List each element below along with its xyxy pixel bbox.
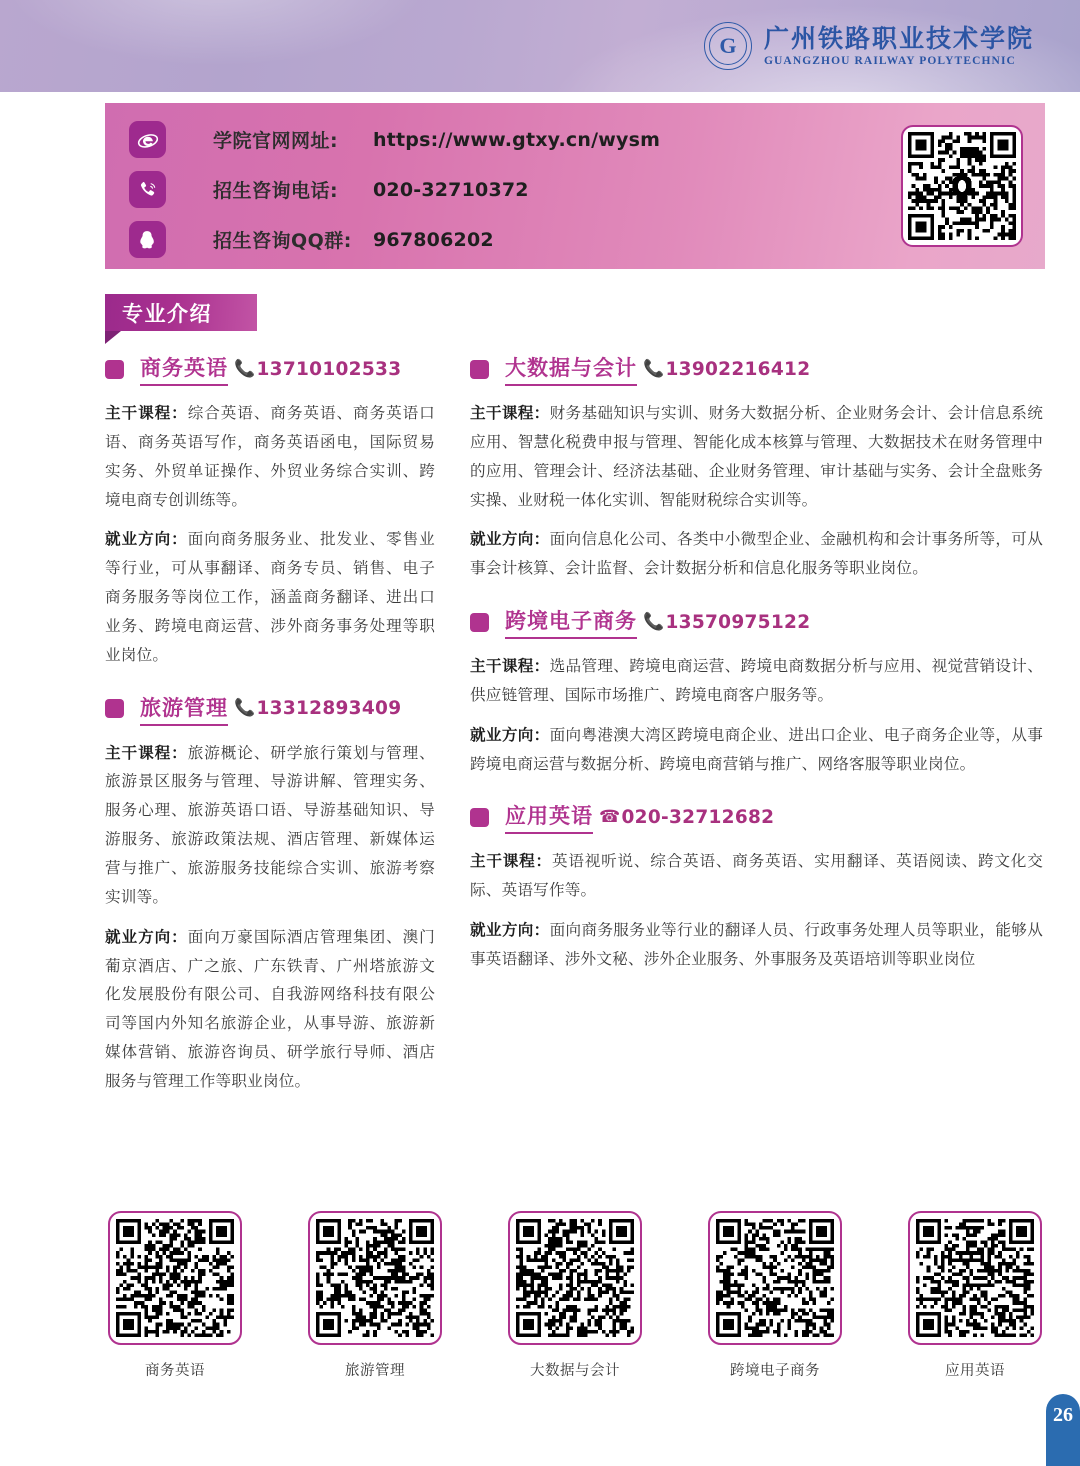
major-header	[470, 605, 1043, 639]
qr-applied-english[interactable]	[905, 1211, 1045, 1380]
qr-caption: 跨境电子商务	[730, 1363, 820, 1379]
courses-label: 主干课程：	[105, 743, 188, 762]
qr-image	[316, 1219, 434, 1337]
courses-text: 选品管理、跨境电商运营、跨境电商数据分析与应用、视觉营销设计、供应链管理、国际市场推广、跨境电商客户服务等。	[470, 657, 1043, 704]
major-name: 应用英语	[505, 800, 593, 834]
major-jobs	[470, 916, 1043, 974]
qr-box	[108, 1211, 242, 1345]
logo-name-cn: 广州铁路职业技术学院	[763, 23, 1034, 53]
seal-logo-icon	[704, 22, 752, 70]
courses-text: 综合英语、商务英语、商务英语口语、商务英语写作，商务英语函电，国际贸易实务、外贸单证操作、外贸业务综合实训、跨境电商专创训练等。	[105, 404, 435, 509]
jobs-text: 面向商务服务业等行业的翻译人员、行政事务处理人员等职业，能够从事英语翻译、涉外文秘、涉外企业服务、外事服务及英语培训等职业岗位	[470, 921, 1043, 968]
major-name: 商务英语	[140, 352, 228, 386]
qr-box	[508, 1211, 642, 1345]
qr-image	[116, 1219, 234, 1337]
major-jobs	[105, 525, 435, 669]
jobs-text: 面向商务服务业、批发业、零售业等行业，可从事翻译、商务专员、销售、电子商务服务等岗位工作，涵盖商务翻译、进出口业务、跨境电商运营、涉外商务事务处理等职业岗位。	[105, 530, 435, 664]
major-courses	[470, 652, 1043, 710]
qr-business-english[interactable]	[105, 1211, 245, 1380]
major-qr-row	[105, 1211, 1045, 1380]
major-phone[interactable]	[234, 359, 401, 380]
qr-caption: 商务英语	[145, 1363, 205, 1379]
bullet-square-icon	[105, 699, 124, 718]
qr-image	[516, 1219, 634, 1337]
qr-box	[908, 1211, 1042, 1345]
majors-column-right	[470, 352, 1043, 996]
contact-value-website[interactable]: https://www.gtxy.cn/wysm	[373, 128, 661, 151]
qr-big-data-accounting[interactable]	[505, 1211, 645, 1380]
major-card-applied-english	[470, 800, 1043, 973]
major-courses	[470, 399, 1043, 514]
courses-label: 主干课程：	[470, 657, 550, 676]
qr-caption: 旅游管理	[345, 1363, 405, 1379]
major-name: 跨境电子商务	[505, 605, 637, 639]
major-card-tourism-management	[105, 692, 435, 1096]
contact-value-phone[interactable]: 020-32710372	[373, 178, 529, 201]
major-courses	[105, 399, 435, 514]
major-header	[470, 352, 1043, 386]
major-phone-number: 13570975122	[665, 611, 811, 633]
qr-box	[308, 1211, 442, 1345]
major-jobs	[470, 525, 1043, 583]
major-header	[470, 800, 1043, 834]
major-phone-number: 13902216412	[665, 358, 811, 380]
major-name: 大数据与会计	[505, 352, 637, 386]
qq-group-qr-code[interactable]	[901, 125, 1023, 247]
major-phone-number: 020-32712682	[621, 806, 775, 828]
jobs-text: 面向粤港澳大湾区跨境电商企业、进出口企业、电子商务企业等，从事跨境电商运营与数据分析、跨境电商营销与推广、网络客服等职业岗位。	[470, 725, 1043, 773]
jobs-label: 就业方向：	[470, 921, 550, 940]
major-header	[105, 352, 435, 386]
jobs-text: 面向信息化公司、各类中小微型企业、金融机构和会计事务所等，可从事会计核算、会计监督、会计数据分析和信息化服务等职业岗位。	[470, 530, 1043, 578]
logo-text-block	[764, 25, 1034, 68]
ie-browser-icon	[129, 121, 166, 158]
courses-text: 财务基础知识与实训、财务大数据分析、企业财务会计、会计信息系统应用、智慧化税费申报与管理、智能化成本核算与管理、大数据技术在财务管理中的应用、管理会计、经济法基础、企业财务管理、审计基础与实务、会计全盘账务实操、业财税一体化实训、智能财税综合实训等。	[470, 404, 1043, 509]
contact-panel	[105, 103, 1045, 269]
jobs-label: 就业方向：	[470, 530, 550, 549]
contact-row-phone	[129, 171, 660, 208]
major-name: 旅游管理	[140, 692, 228, 726]
major-card-big-data-accounting	[470, 352, 1043, 583]
mobile-phone-icon: 📞	[643, 611, 665, 632]
major-phone-number: 13710102533	[256, 358, 402, 380]
qr-caption: 应用英语	[945, 1363, 1005, 1379]
mobile-phone-icon: 📞	[643, 358, 665, 379]
qr-image	[716, 1219, 834, 1337]
jobs-text: 面向万豪国际酒店管理集团、澳门葡京酒店、广之旅、广东铁青、广州塔旅游文化发展股份有限公司、自我游网络科技有限公司等国内外知名旅游企业，从事导游、旅游新媒体营销、旅游咨询员、研学旅行导师、酒店服务与管理工作等职业岗位。	[105, 927, 435, 1090]
courses-label: 主干课程：	[470, 852, 552, 871]
section-banner-body	[105, 294, 257, 331]
major-phone[interactable]	[234, 698, 401, 719]
major-phone[interactable]	[599, 807, 774, 828]
qr-image	[916, 1219, 1034, 1337]
major-jobs	[470, 721, 1043, 779]
bullet-square-icon	[470, 808, 489, 827]
qr-caption: 大数据与会计	[530, 1363, 620, 1379]
major-phone[interactable]	[643, 612, 810, 633]
courses-label: 主干课程：	[105, 404, 188, 422]
logo-name-en: GUANGZHOU RAILWAY POLYTECHNIC	[763, 55, 1016, 68]
page-number-tab	[1046, 1394, 1080, 1466]
major-phone-number: 13312893409	[256, 698, 402, 720]
jobs-label: 就业方向：	[105, 927, 188, 946]
major-phone[interactable]	[643, 359, 810, 380]
landline-phone-icon: ☎	[599, 806, 621, 827]
bullet-square-icon	[470, 613, 489, 632]
major-jobs	[105, 923, 435, 1096]
majors-column-left	[105, 352, 435, 1118]
mobile-phone-icon: 📞	[234, 698, 256, 719]
major-card-cross-border-ecommerce	[470, 605, 1043, 778]
bullet-square-icon	[470, 360, 489, 379]
contact-row-website	[129, 121, 660, 158]
courses-text: 旅游概论、研学旅行策划与管理、旅游景区服务与管理、导游讲解、管理实务、服务心理、旅游英语口语、导游基础知识、导游服务、旅游政策法规、酒店管理、新媒体运营与推广、旅游服务技能综合实训、旅游考察实训等。	[105, 743, 435, 906]
major-courses	[470, 847, 1043, 905]
major-courses	[105, 739, 435, 912]
major-header	[105, 692, 435, 726]
courses-text: 英语视听说、综合英语、商务英语、实用翻译、英语阅读、跨文化交际、英语写作等。	[470, 852, 1043, 900]
contact-row-list	[129, 121, 660, 258]
phone-ring-icon	[129, 171, 166, 208]
qr-cross-border-ecommerce[interactable]	[705, 1211, 845, 1380]
qr-box	[708, 1211, 842, 1345]
qq-penguin-icon	[129, 221, 166, 258]
page-number: 26	[1053, 1404, 1073, 1426]
section-banner-title: 专业介绍	[122, 301, 212, 326]
qr-image	[908, 132, 1016, 240]
institution-logo	[704, 22, 1034, 70]
contact-row-qq	[129, 221, 660, 258]
courses-label: 主干课程：	[470, 404, 550, 422]
contact-value-qq[interactable]: 967806202	[373, 228, 494, 251]
bullet-square-icon	[105, 360, 124, 379]
section-banner	[105, 294, 257, 344]
mobile-phone-icon: 📞	[234, 358, 256, 379]
contact-label-website: 学院官网网址:	[213, 130, 339, 152]
contact-label-qq: 招生咨询QQ群:	[213, 230, 352, 252]
jobs-label: 就业方向：	[105, 530, 188, 549]
page-header	[0, 0, 1080, 92]
jobs-label: 就业方向：	[470, 725, 550, 744]
major-card-business-english	[105, 352, 435, 670]
section-banner-tail	[105, 331, 121, 344]
contact-label-phone: 招生咨询电话:	[213, 180, 339, 202]
qr-tourism-management[interactable]	[305, 1211, 445, 1380]
